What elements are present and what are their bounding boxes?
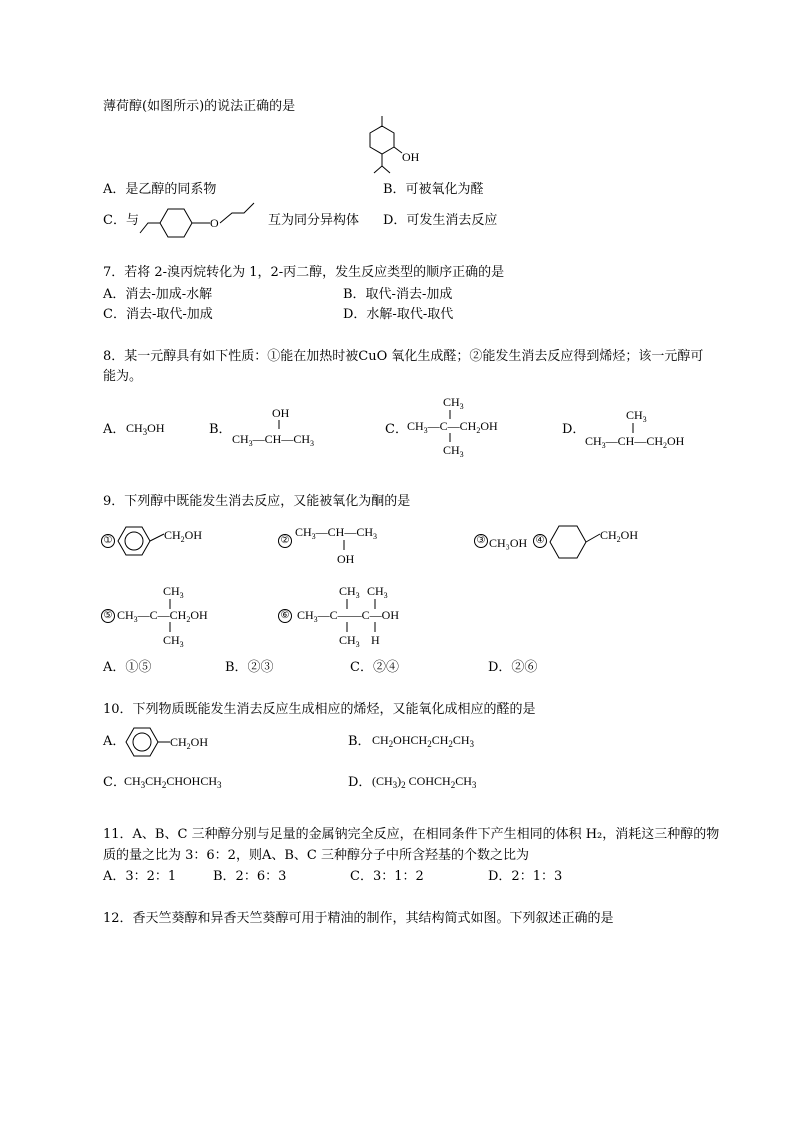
- ether-structure: [140, 203, 270, 243]
- q8-option-d-label: D．: [562, 422, 586, 437]
- svg-text:CH3: $CH_3$: [367, 584, 388, 600]
- q6-option-c-suffix: 互为同分异构体: [268, 213, 360, 228]
- q9-item-5-marker: [101, 608, 116, 624]
- q9-stem: 9．下列醇中既能发生消去反应，又能被氧化为酮的是: [103, 494, 411, 509]
- q10-option-b-label: B．: [348, 734, 371, 749]
- q10-stem: 10．下列物质既能发生消去反应生成相应的烯烃，又能氧化成相应的醛的是: [103, 702, 536, 717]
- q6-option-a: A．是乙醇的同系物: [103, 182, 217, 197]
- q11-option-a: A．3：2：1: [103, 869, 177, 884]
- q9-option-c: C．②④: [350, 660, 399, 675]
- svg-text:CH3: $CH_3$: [163, 633, 184, 649]
- svg-text:CH3—C——C—OH: $CH_3—C——C—OH$: [297, 608, 400, 624]
- q8-stem-line2: 能为。: [103, 369, 143, 384]
- q8-option-c-label: C．: [385, 422, 408, 437]
- cyclohexylmethanol-structure: [548, 518, 658, 563]
- svg-text:CH3: $CH_3$: [163, 584, 184, 600]
- svg-text:CH3—C—CH2OH: $CH_3—C—CH_2OH$: [117, 608, 208, 624]
- q11-option-b: B．2：6：3: [213, 869, 287, 884]
- q10-option-c-formula: $CH_3CH_2CHOHCH_3$: [124, 774, 222, 790]
- svg-text:OH: OH: [272, 406, 290, 420]
- q9-option-d: D．②⑥: [488, 660, 538, 675]
- svg-text:CH3—CH—CH2OH: $CH_3—CH—CH_2OH$: [585, 434, 685, 450]
- dimethylbutanol-structure: [297, 583, 437, 653]
- q9-item-5-number: ⑤: [101, 609, 115, 623]
- q8-option-a-formula: $CH_3OH$: [126, 421, 165, 437]
- q8-option-d-structure: [585, 405, 725, 455]
- menthol-oh-label: OH: [402, 150, 420, 164]
- q9-item-1-number: ①: [101, 534, 115, 548]
- q12-stem: 12．香天竺葵醇和异香天竺葵醇可用于精油的制作，其结构简式如图。下列叙述正确的是: [103, 911, 614, 926]
- q7-stem: 7．若将 2-溴丙烷转化为 1，2-丙二醇，发生反应类型的顺序正确的是: [103, 265, 505, 280]
- q9-item-3-marker: [474, 533, 489, 549]
- q11-option-d: D．2：1：3: [488, 869, 563, 884]
- q9-item-6-number: ⑥: [278, 609, 292, 623]
- svg-text:H: H: [371, 633, 380, 647]
- q11-stem-line1: 11．A、B、C 三种醇分别与足量的金属钠完全反应，在相同条件下产生相同的体积 H₂，消耗这三种醇的物: [103, 827, 720, 842]
- q8-stem-line1: 8．某一元醇具有如下性质：①能在加热时被CuO 氧化生成醛；②能发生消去反应得到烯烃；该一元醇可: [103, 349, 704, 364]
- q9-item-2-number: ②: [278, 534, 292, 548]
- q7-option-c: C．消去-取代-加成: [103, 307, 213, 322]
- q7-option-b: B．取代-消去-加成: [343, 287, 453, 302]
- svg-text:CH3: $CH_3$: [626, 408, 647, 424]
- svg-text:CH3: $CH_3$: [339, 633, 360, 649]
- svg-text:OH: OH: [337, 552, 355, 566]
- q10-option-d-label: D．: [348, 775, 372, 790]
- q9-item-1-marker: [101, 533, 116, 549]
- svg-text:CH3: $CH_3$: [339, 584, 360, 600]
- q8-option-b-structure: [232, 405, 342, 450]
- q9-option-b: B．②③: [225, 660, 274, 675]
- q6-option-c-prefix: C．与: [103, 213, 139, 228]
- svg-text:CH2OH: $CH_2OH$: [600, 528, 639, 544]
- q10-option-b-formula: $CH_2OHCH_2CH_2CH_3$: [372, 733, 475, 749]
- svg-text:CH2OH: $CH_2OH$: [164, 528, 203, 544]
- q11-option-c: C．3：1：2: [350, 869, 424, 884]
- q7-option-d: D．水解-取代-取代: [343, 307, 454, 322]
- svg-text:CH3—CH—CH3: $CH_3—CH—CH_3$: [232, 432, 315, 448]
- q9-option-a: A．①⑤: [103, 660, 152, 675]
- q8-option-c-structure: [407, 395, 527, 459]
- svg-text:CH3—CH—CH3: $CH_3—CH—CH_3$: [295, 525, 378, 541]
- q8-option-b-label: B．: [209, 422, 232, 437]
- benzyl-alcohol-structure: [116, 520, 226, 560]
- ether-o-label: O: [210, 216, 219, 230]
- q9-item-3-formula: CH₃OH: [489, 536, 528, 550]
- q7-option-a: A．消去-加成-水解: [103, 287, 213, 302]
- q9-item-4-number: ④: [533, 534, 547, 548]
- neopentyl-alcohol-structure: [117, 583, 247, 653]
- q10-option-a-label: A．: [103, 734, 126, 749]
- q8-option-a-label: A．: [103, 422, 126, 437]
- svg-text:CH3: $CH_3$: [443, 395, 464, 411]
- q10-option-d-formula: $(CH_3)_2$ $COHCH_2CH_3$: [372, 774, 477, 790]
- q11-stem-line2: 质的量之比为 3：6：2，则A、B、C 三种醇分子中所含羟基的个数之比为: [103, 848, 529, 863]
- q6-option-d: D．可发生消去反应: [383, 213, 498, 228]
- q9-item-2-marker: [278, 533, 293, 549]
- q9-item-4-marker: [533, 533, 548, 549]
- svg-text:CH3: $CH_3$: [443, 443, 464, 459]
- q6-option-b: B．可被氧化为醛: [383, 182, 484, 197]
- q9-item-6-marker: [278, 608, 293, 624]
- isopropanol-structure: [295, 522, 415, 567]
- svg-text:CH3—C—CH2OH: $CH_3—C—CH_2OH$: [407, 419, 498, 435]
- svg-text:CH2OH: $CH_2OH$: [170, 735, 209, 751]
- q10-benzyl-alcohol-structure: [124, 722, 234, 762]
- q6-stem: 薄荷醇(如图所示)的说法正确的是: [103, 99, 296, 114]
- q10-option-c-label: C．: [103, 775, 126, 790]
- q9-item-3-number: ③: [474, 534, 488, 548]
